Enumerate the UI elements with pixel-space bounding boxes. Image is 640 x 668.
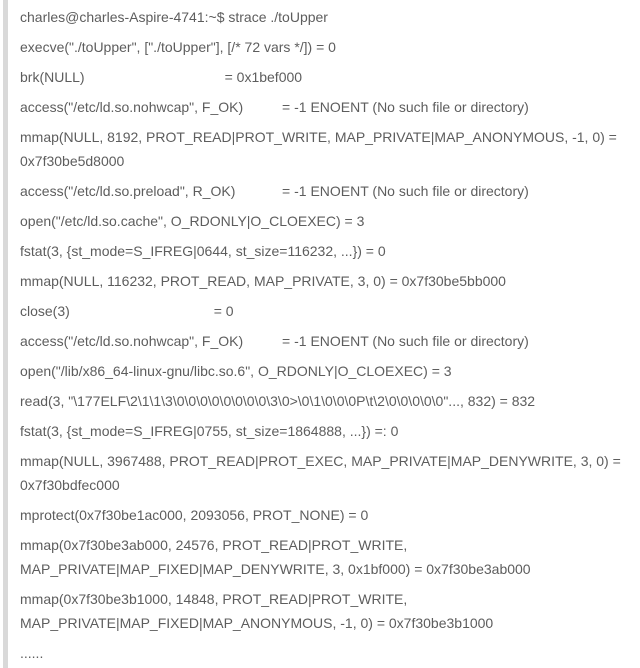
strace-entry	[20, 389, 634, 413]
terminal-line: charles@charles-Aspire-4741:~$ strace ./toUpper	[20, 9, 328, 25]
strace-entry	[20, 35, 634, 59]
strace-entry	[20, 329, 634, 353]
shell-prompt-line	[20, 5, 634, 29]
terminal-line: close(3) = 0	[20, 303, 234, 319]
terminal-line: ......	[20, 645, 44, 661]
strace-entry	[20, 209, 634, 233]
strace-entry	[20, 533, 634, 581]
terminal-line: 0x7f30bdfec000	[20, 477, 120, 493]
strace-entry	[20, 65, 634, 89]
strace-entry	[20, 503, 634, 527]
terminal-line: mmap(0x7f30be3ab000, 24576, PROT_READ|PROT_WRITE,	[20, 537, 408, 553]
strace-entry	[20, 239, 634, 263]
strace-entry	[20, 95, 634, 119]
strace-entry	[20, 299, 634, 323]
terminal-line: execve("./toUpper", ["./toUpper"], [/* 72 vars */]) = 0	[20, 39, 336, 55]
terminal-line: access("/etc/ld.so.preload", R_OK) = -1 ENOENT (No such file or directory)	[20, 183, 529, 199]
strace-entry	[20, 641, 634, 665]
terminal-line: access("/etc/ld.so.nohwcap", F_OK) = -1 ENOENT (No such file or directory)	[20, 333, 529, 349]
strace-entry	[20, 419, 634, 443]
terminal-line: mprotect(0x7f30be1ac000, 2093056, PROT_NONE) = 0	[20, 507, 369, 523]
strace-entry	[20, 269, 634, 293]
strace-entry	[20, 179, 634, 203]
terminal-line: open("/lib/x86_64-linux-gnu/libc.so.6", O_RDONLY|O_CLOEXEC) = 3	[20, 363, 452, 379]
terminal-line: mmap(NULL, 3967488, PROT_READ|PROT_EXEC, MAP_PRIVATE|MAP_DENYWRITE, 3, 0) =	[20, 453, 621, 469]
terminal-line: brk(NULL) = 0x1bef000	[20, 69, 303, 85]
strace-entry	[20, 587, 634, 635]
terminal-line: fstat(3, {st_mode=S_IFREG|0644, st_size=116232, ...}) = 0	[20, 243, 386, 259]
terminal-output	[3, 0, 640, 668]
terminal-line: read(3, "\177ELF\2\1\1\3\0\0\0\0\0\0\0\0\3\0>\0\1\0\0\0P\t\2\0\0\0\0\0"..., 832) = 832	[20, 393, 536, 409]
terminal-line: open("/etc/ld.so.cache", O_RDONLY|O_CLOEXEC) = 3	[20, 213, 365, 229]
terminal-line: mmap(NULL, 8192, PROT_READ|PROT_WRITE, MAP_PRIVATE|MAP_ANONYMOUS, -1, 0) =	[20, 129, 617, 145]
strace-entry	[20, 359, 634, 383]
terminal-line: MAP_PRIVATE|MAP_FIXED|MAP_ANONYMOUS, -1, 0) = 0x7f30be3b1000	[20, 615, 494, 631]
terminal-line: access("/etc/ld.so.nohwcap", F_OK) = -1 ENOENT (No such file or directory)	[20, 99, 529, 115]
terminal-line: mmap(NULL, 116232, PROT_READ, MAP_PRIVATE, 3, 0) = 0x7f30be5bb000	[20, 273, 506, 289]
terminal-line: mmap(0x7f30be3b1000, 14848, PROT_READ|PROT_WRITE,	[20, 591, 408, 607]
strace-entry	[20, 125, 634, 173]
terminal-line: MAP_PRIVATE|MAP_FIXED|MAP_DENYWRITE, 3, 0x1bf000) = 0x7f30be3ab000	[20, 561, 531, 577]
strace-entry	[20, 449, 634, 497]
terminal-line: fstat(3, {st_mode=S_IFREG|0755, st_size=1864888, ...}) =: 0	[20, 423, 399, 439]
terminal-line: 0x7f30be5d8000	[20, 153, 125, 169]
